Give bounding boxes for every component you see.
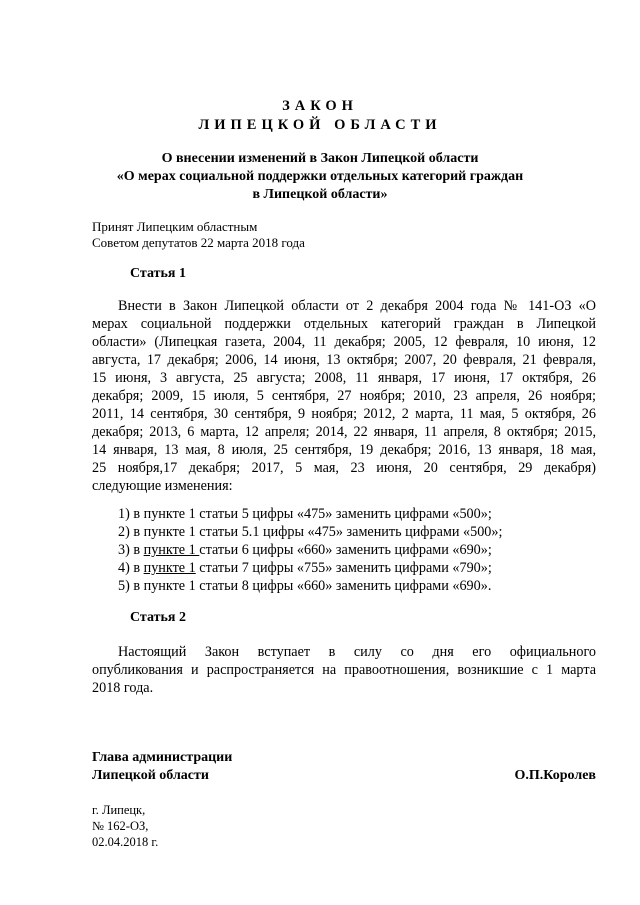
paragraph-line: 2018 года. xyxy=(92,680,154,696)
paragraph-line: августа, 17 декабря; 2006, 14 июня, 13 октября; 2007, 20 февраля, 21 февраля, xyxy=(92,352,596,368)
amendment-text: 3) в xyxy=(118,542,144,558)
amendment-text: 1) в пункте 1 статьи 5 цифры «475» заменить цифрами «500»; xyxy=(118,506,492,522)
paragraph-line: 14 января, 13 мая, 8 июля, 25 сентября, 19 декабря; 2016, 13 января, 18 мая, xyxy=(92,442,596,458)
paragraph-line: Внести в Закон Липецкой области от 2 декабря 2004 года № 141-ОЗ «О xyxy=(118,298,596,314)
paragraph-line: области» (Липецкая газета, 2004, 11 декабря; 2005, 12 февраля, 10 июня, 12 xyxy=(92,334,596,350)
amendment-item-1 xyxy=(118,505,492,523)
amendment-text: 5) в пункте 1 статьи 8 цифры «660» заменить цифрами «690». xyxy=(118,578,492,594)
amendment-item-5 xyxy=(118,577,491,595)
amendment-link[interactable]: пункте 1 xyxy=(143,560,196,576)
footer-date: 02.04.2018 г. xyxy=(92,835,159,849)
paragraph-line: 25 ноября,17 декабря; 2017, 5 мая, 23 июня, 20 сентября, 29 декабря) xyxy=(92,460,596,476)
amendment-text: статьи 7 цифры «755» заменить цифрами «790»; xyxy=(195,560,492,576)
amendment-text: статьи 6 цифры «660» заменить цифрами «690»; xyxy=(199,542,492,558)
article-1-heading: Статья 1 xyxy=(130,266,186,281)
paragraph-line: 15 июня, 3 августа, 25 августа; 2008, 11 января, 17 июня, 17 октября, 26 xyxy=(92,370,596,386)
paragraph-line: 2011, 14 сентября, 30 сентября, 9 ноября; 2012, 2 марта, 11 мая, 5 октября, 26 xyxy=(92,406,596,422)
signatory-title-line-1: Глава администрации xyxy=(92,750,233,765)
article-2-paragraph xyxy=(92,643,596,697)
paragraph-line: опубликования и распространяется на правоотношения, возникшие с 1 марта xyxy=(92,662,596,678)
amendment-link[interactable]: пункте 1 xyxy=(143,542,200,558)
subtitle-line-3: в Липецкой области» xyxy=(252,187,388,202)
subtitle-line-1: О внесении изменений в Закон Липецкой области xyxy=(161,151,479,166)
amendment-item-2 xyxy=(118,523,502,541)
signatory-title-line-2: Липецкой области xyxy=(92,768,209,783)
article-1-paragraph xyxy=(92,297,596,495)
paragraph-line: мерах социальной поддержки отдельных категорий граждан в Липецкой xyxy=(92,316,596,332)
paragraph-line: декабря; 2009, 15 июля, 5 сентября, 27 ноября; 2010, 23 апреля, 26 ноября; xyxy=(92,388,596,404)
adoption-line-1: Принят Липецким областным xyxy=(92,219,258,234)
amendment-text: 4) в xyxy=(118,560,144,576)
footer-law-number: № 162-ОЗ, xyxy=(92,819,149,833)
signatory-name: О.П.Королев xyxy=(514,768,596,783)
amendment-item-4 xyxy=(118,559,492,577)
paragraph-line: следующие изменения: xyxy=(92,478,233,494)
paragraph-line: Настоящий Закон вступает в силу со дня его официального xyxy=(118,644,596,660)
footer-city: г. Липецк, xyxy=(92,803,146,817)
paragraph-line: декабря; 2013, 6 марта, 12 апреля; 2014, 22 января, 11 апреля, 8 октября; 2015, xyxy=(92,424,596,440)
article-2-heading: Статья 2 xyxy=(130,610,186,625)
law-region: ЛИПЕЦКОЙ ОБЛАСТИ xyxy=(198,117,442,133)
amendment-text: 2) в пункте 1 статьи 5.1 цифры «475» заменить цифрами «500»; xyxy=(118,524,503,540)
law-title: ЗАКОН xyxy=(282,98,358,114)
amendment-item-3 xyxy=(118,541,492,559)
subtitle-line-2: «О мерах социальной поддержки отдельных категорий граждан xyxy=(116,169,524,184)
adoption-line-2: Советом депутатов 22 марта 2018 года xyxy=(92,235,305,250)
